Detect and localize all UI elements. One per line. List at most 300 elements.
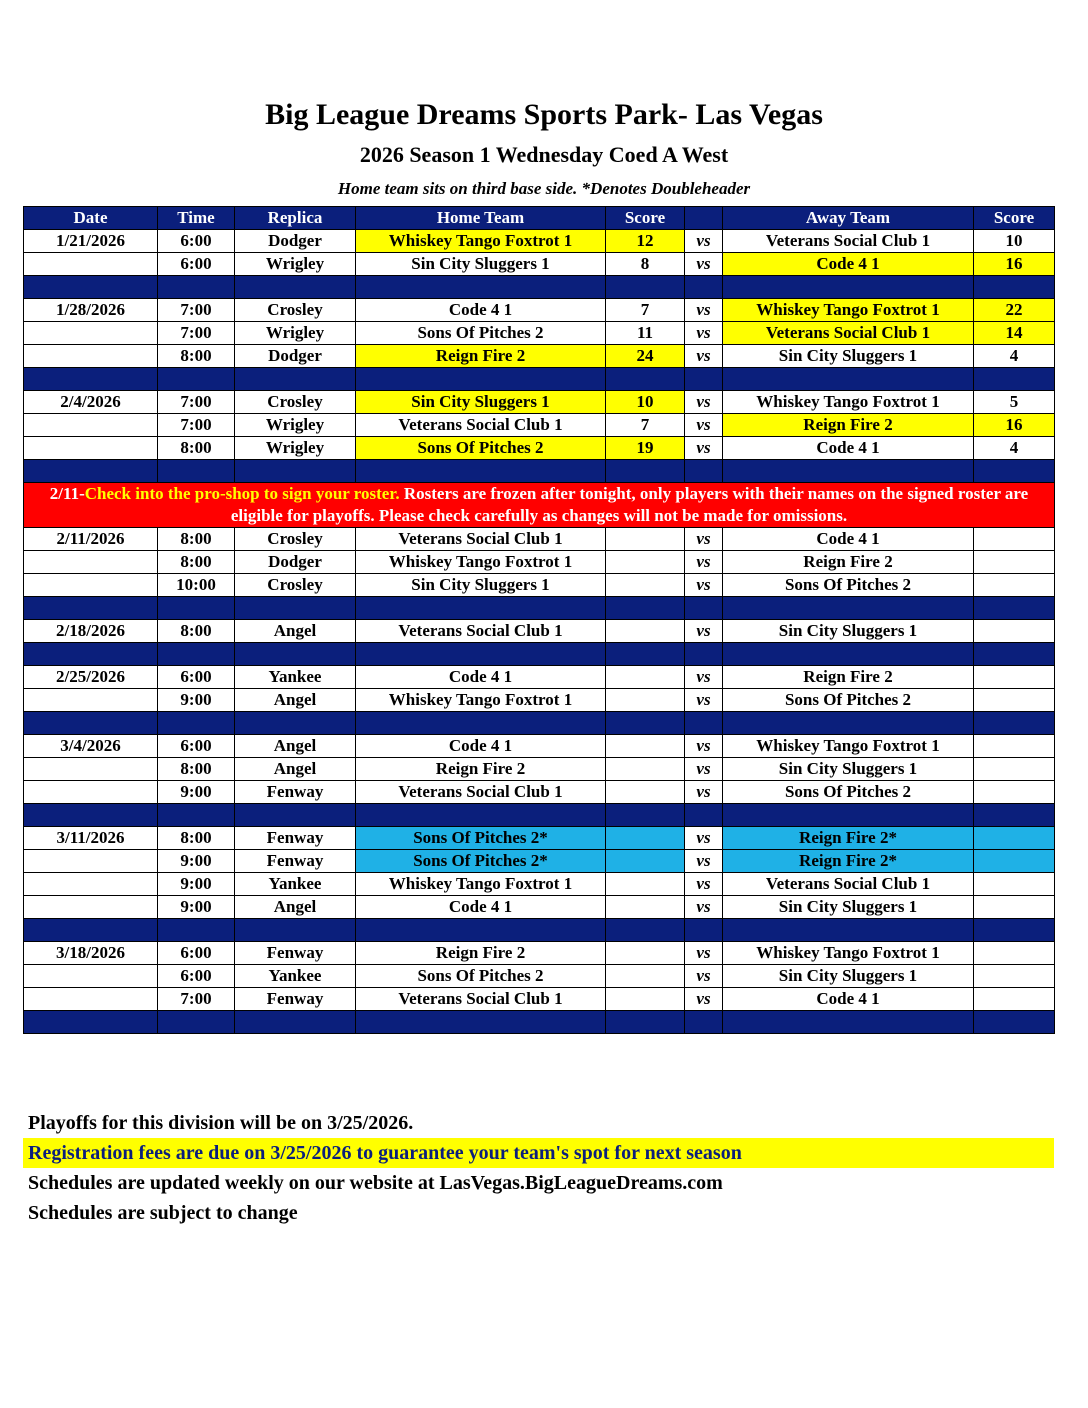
away-team: Whiskey Tango Foxtrot 1 <box>723 299 974 322</box>
schedule-table <box>23 206 1055 1034</box>
schedule-body <box>24 230 1055 1034</box>
vs-label: vs <box>685 850 723 873</box>
home-team: Code 4 1 <box>356 896 606 919</box>
vs-label: vs <box>685 391 723 414</box>
separator-cell <box>974 597 1055 620</box>
home-team: Whiskey Tango Foxtrot 1 <box>356 551 606 574</box>
separator-cell <box>685 712 723 735</box>
separator-cell <box>606 804 685 827</box>
game-row <box>24 253 1055 276</box>
away-score <box>974 850 1055 873</box>
away-team: Reign Fire 2* <box>723 850 974 873</box>
game-row <box>24 666 1055 689</box>
game-date: 1/21/2026 <box>24 230 158 253</box>
game-date <box>24 896 158 919</box>
home-team: Whiskey Tango Foxtrot 1 <box>356 689 606 712</box>
separator-cell <box>158 712 235 735</box>
game-row <box>24 942 1055 965</box>
separator-row <box>24 804 1055 827</box>
home-team: Reign Fire 2 <box>356 345 606 368</box>
game-date: 2/25/2026 <box>24 666 158 689</box>
game-date <box>24 965 158 988</box>
game-date <box>24 574 158 597</box>
separator-cell <box>723 712 974 735</box>
separator-cell <box>24 597 158 620</box>
separator-cell <box>158 276 235 299</box>
away-team: Veterans Social Club 1 <box>723 322 974 345</box>
separator-cell <box>723 368 974 391</box>
home-team: Sin City Sluggers 1 <box>356 391 606 414</box>
game-date: 3/18/2026 <box>24 942 158 965</box>
schedule-note: Home team sits on third base side. *Denotes Doubleheader <box>337 179 751 198</box>
game-time: 8:00 <box>158 551 235 574</box>
game-time: 7:00 <box>158 988 235 1011</box>
game-date <box>24 689 158 712</box>
separator-cell <box>606 276 685 299</box>
website-note: Schedules are updated weekly on our website at LasVegas.BigLeagueDreams.com <box>28 1172 723 1194</box>
vs-label: vs <box>685 942 723 965</box>
separator-cell <box>974 1011 1055 1034</box>
game-replica-field: Wrigley <box>235 253 356 276</box>
game-date: 2/4/2026 <box>24 391 158 414</box>
separator-cell <box>356 460 606 483</box>
away-team: Reign Fire 2 <box>723 551 974 574</box>
game-replica-field: Fenway <box>235 827 356 850</box>
separator-row <box>24 919 1055 942</box>
game-row <box>24 230 1055 253</box>
game-replica-field: Angel <box>235 689 356 712</box>
away-score <box>974 942 1055 965</box>
game-row <box>24 873 1055 896</box>
separator-cell <box>158 919 235 942</box>
separator-cell <box>235 643 356 666</box>
game-row <box>24 437 1055 460</box>
home-team: Sin City Sluggers 1 <box>356 574 606 597</box>
roster-notice-row <box>24 483 1055 528</box>
vs-label: vs <box>685 253 723 276</box>
separator-cell <box>235 460 356 483</box>
game-time: 9:00 <box>158 781 235 804</box>
home-score: 10 <box>606 391 685 414</box>
away-team: Sons Of Pitches 2 <box>723 574 974 597</box>
game-time: 6:00 <box>158 253 235 276</box>
separator-cell <box>974 919 1055 942</box>
game-replica-field: Angel <box>235 896 356 919</box>
away-score <box>974 689 1055 712</box>
separator-cell <box>24 1011 158 1034</box>
away-team: Veterans Social Club 1 <box>723 873 974 896</box>
away-team: Reign Fire 2 <box>723 414 974 437</box>
separator-cell <box>356 712 606 735</box>
game-date: 2/18/2026 <box>24 620 158 643</box>
vs-label: vs <box>685 230 723 253</box>
header-date: Date <box>24 207 158 230</box>
separator-cell <box>235 276 356 299</box>
game-replica-field: Dodger <box>235 345 356 368</box>
game-date <box>24 758 158 781</box>
vs-label: vs <box>685 322 723 345</box>
separator-cell <box>158 597 235 620</box>
game-time: 8:00 <box>158 620 235 643</box>
game-row <box>24 322 1055 345</box>
notice-date: 2/11- <box>49 484 85 503</box>
game-replica-field: Crosley <box>235 391 356 414</box>
game-row <box>24 414 1055 437</box>
home-team: Whiskey Tango Foxtrot 1 <box>356 873 606 896</box>
separator-cell <box>723 643 974 666</box>
away-score <box>974 574 1055 597</box>
separator-cell <box>606 597 685 620</box>
game-row <box>24 551 1055 574</box>
separator-cell <box>235 804 356 827</box>
separator-cell <box>158 368 235 391</box>
vs-label: vs <box>685 827 723 850</box>
game-row <box>24 781 1055 804</box>
vs-label: vs <box>685 437 723 460</box>
separator-cell <box>974 368 1055 391</box>
game-date <box>24 988 158 1011</box>
separator-cell <box>723 460 974 483</box>
game-time: 10:00 <box>158 574 235 597</box>
away-team: Sin City Sluggers 1 <box>723 965 974 988</box>
game-row <box>24 850 1055 873</box>
away-team: Sin City Sluggers 1 <box>723 345 974 368</box>
separator-cell <box>685 460 723 483</box>
separator-cell <box>974 460 1055 483</box>
game-date <box>24 873 158 896</box>
away-team: Code 4 1 <box>723 253 974 276</box>
game-time: 8:00 <box>158 827 235 850</box>
home-score <box>606 873 685 896</box>
home-team: Reign Fire 2 <box>356 758 606 781</box>
home-score <box>606 551 685 574</box>
separator-cell <box>685 276 723 299</box>
game-replica-field: Fenway <box>235 988 356 1011</box>
separator-cell <box>24 919 158 942</box>
home-team: Sons Of Pitches 2* <box>356 850 606 873</box>
away-score <box>974 896 1055 919</box>
home-score <box>606 666 685 689</box>
vs-label: vs <box>685 781 723 804</box>
vs-label: vs <box>685 965 723 988</box>
separator-cell <box>356 919 606 942</box>
separator-cell <box>24 804 158 827</box>
home-score: 8 <box>606 253 685 276</box>
home-score <box>606 689 685 712</box>
game-date <box>24 322 158 345</box>
game-replica-field: Crosley <box>235 574 356 597</box>
separator-row <box>24 460 1055 483</box>
away-score: 4 <box>974 437 1055 460</box>
home-team: Veterans Social Club 1 <box>356 528 606 551</box>
vs-label: vs <box>685 414 723 437</box>
separator-cell <box>974 804 1055 827</box>
separator-cell <box>158 460 235 483</box>
table-header-row <box>24 207 1055 230</box>
separator-cell <box>24 712 158 735</box>
home-score <box>606 781 685 804</box>
game-row <box>24 528 1055 551</box>
header-away-score: Score <box>974 207 1055 230</box>
home-team: Sons Of Pitches 2* <box>356 827 606 850</box>
home-score <box>606 850 685 873</box>
home-score <box>606 574 685 597</box>
vs-label: vs <box>685 873 723 896</box>
away-team: Sin City Sluggers 1 <box>723 620 974 643</box>
home-score <box>606 735 685 758</box>
header-away-team: Away Team <box>723 207 974 230</box>
game-time: 8:00 <box>158 437 235 460</box>
game-date <box>24 414 158 437</box>
game-replica-field: Dodger <box>235 551 356 574</box>
away-score <box>974 666 1055 689</box>
separator-cell <box>606 919 685 942</box>
separator-cell <box>606 643 685 666</box>
game-replica-field: Wrigley <box>235 414 356 437</box>
home-team: Sin City Sluggers 1 <box>356 253 606 276</box>
separator-cell <box>356 1011 606 1034</box>
home-team: Sons Of Pitches 2 <box>356 965 606 988</box>
vs-label: vs <box>685 528 723 551</box>
away-score: 10 <box>974 230 1055 253</box>
away-score <box>974 735 1055 758</box>
game-date <box>24 253 158 276</box>
change-note: Schedules are subject to change <box>28 1202 298 1224</box>
away-team: Code 4 1 <box>723 988 974 1011</box>
home-score <box>606 896 685 919</box>
home-score <box>606 942 685 965</box>
game-time: 6:00 <box>158 965 235 988</box>
vs-label: vs <box>685 666 723 689</box>
away-team: Sons Of Pitches 2 <box>723 689 974 712</box>
home-team: Veterans Social Club 1 <box>356 781 606 804</box>
game-time: 6:00 <box>158 666 235 689</box>
vs-label: vs <box>685 620 723 643</box>
away-team: Whiskey Tango Foxtrot 1 <box>723 735 974 758</box>
separator-row <box>24 1011 1055 1034</box>
game-replica-field: Wrigley <box>235 437 356 460</box>
notice-highlight: Check into the pro-shop to sign your roster. <box>84 484 400 503</box>
game-time: 7:00 <box>158 299 235 322</box>
away-score: 5 <box>974 391 1055 414</box>
away-team: Code 4 1 <box>723 437 974 460</box>
away-score <box>974 827 1055 850</box>
separator-cell <box>685 643 723 666</box>
game-row <box>24 620 1055 643</box>
home-team: Veterans Social Club 1 <box>356 620 606 643</box>
home-score: 19 <box>606 437 685 460</box>
away-team: Whiskey Tango Foxtrot 1 <box>723 391 974 414</box>
game-row <box>24 391 1055 414</box>
game-date <box>24 781 158 804</box>
page-subtitle: 2026 Season 1 Wednesday Coed A West <box>359 142 729 167</box>
away-score: 16 <box>974 253 1055 276</box>
separator-row <box>24 276 1055 299</box>
separator-cell <box>723 1011 974 1034</box>
separator-cell <box>974 643 1055 666</box>
game-row <box>24 758 1055 781</box>
vs-label: vs <box>685 758 723 781</box>
game-time: 8:00 <box>158 758 235 781</box>
vs-label: vs <box>685 896 723 919</box>
home-team: Veterans Social Club 1 <box>356 988 606 1011</box>
away-score <box>974 965 1055 988</box>
separator-cell <box>685 804 723 827</box>
game-replica-field: Crosley <box>235 299 356 322</box>
home-score: 24 <box>606 345 685 368</box>
away-team: Code 4 1 <box>723 528 974 551</box>
away-team: Sons Of Pitches 2 <box>723 781 974 804</box>
home-score <box>606 620 685 643</box>
game-time: 8:00 <box>158 528 235 551</box>
vs-label: vs <box>685 735 723 758</box>
game-row <box>24 735 1055 758</box>
home-score: 12 <box>606 230 685 253</box>
vs-label: vs <box>685 345 723 368</box>
separator-cell <box>685 368 723 391</box>
separator-cell <box>606 368 685 391</box>
separator-cell <box>24 643 158 666</box>
separator-cell <box>356 804 606 827</box>
game-row <box>24 689 1055 712</box>
game-date: 2/11/2026 <box>24 528 158 551</box>
vs-label: vs <box>685 988 723 1011</box>
away-team: Veterans Social Club 1 <box>723 230 974 253</box>
separator-row <box>24 643 1055 666</box>
home-team: Whiskey Tango Foxtrot 1 <box>356 230 606 253</box>
header-home-team: Home Team <box>356 207 606 230</box>
separator-cell <box>723 919 974 942</box>
away-score <box>974 620 1055 643</box>
playoffs-note: Playoffs for this division will be on 3/25/2026. <box>28 1112 414 1134</box>
separator-cell <box>356 368 606 391</box>
game-time: 9:00 <box>158 850 235 873</box>
home-score: 11 <box>606 322 685 345</box>
game-date <box>24 345 158 368</box>
game-replica-field: Fenway <box>235 781 356 804</box>
game-date <box>24 850 158 873</box>
registration-note: Registration fees are due on 3/25/2026 to guarantee your team's spot for next season <box>23 1138 1054 1168</box>
game-replica-field: Crosley <box>235 528 356 551</box>
separator-cell <box>974 712 1055 735</box>
game-time: 9:00 <box>158 896 235 919</box>
separator-cell <box>723 804 974 827</box>
away-team: Sin City Sluggers 1 <box>723 896 974 919</box>
away-score <box>974 551 1055 574</box>
home-score <box>606 758 685 781</box>
away-score: 4 <box>974 345 1055 368</box>
game-time: 7:00 <box>158 322 235 345</box>
separator-cell <box>158 1011 235 1034</box>
separator-cell <box>235 919 356 942</box>
game-date <box>24 551 158 574</box>
home-team: Sons Of Pitches 2 <box>356 437 606 460</box>
home-team: Code 4 1 <box>356 666 606 689</box>
game-replica-field: Fenway <box>235 942 356 965</box>
notice-text: Rosters are frozen after tonight, only players with their names on the signed roster are eligible for playoffs. Please check carefully as changes will not be made for omissions. <box>230 484 1029 525</box>
away-team: Reign Fire 2* <box>723 827 974 850</box>
vs-label: vs <box>685 574 723 597</box>
game-row <box>24 896 1055 919</box>
game-replica-field: Angel <box>235 735 356 758</box>
separator-cell <box>356 597 606 620</box>
home-team: Reign Fire 2 <box>356 942 606 965</box>
separator-cell <box>685 1011 723 1034</box>
game-row <box>24 965 1055 988</box>
home-team: Sons Of Pitches 2 <box>356 322 606 345</box>
game-row <box>24 299 1055 322</box>
game-replica-field: Fenway <box>235 850 356 873</box>
game-replica-field: Yankee <box>235 666 356 689</box>
home-score <box>606 528 685 551</box>
away-score <box>974 758 1055 781</box>
separator-cell <box>723 597 974 620</box>
separator-cell <box>974 276 1055 299</box>
away-team: Reign Fire 2 <box>723 666 974 689</box>
home-score: 7 <box>606 414 685 437</box>
game-time: 7:00 <box>158 414 235 437</box>
away-score <box>974 781 1055 804</box>
game-row <box>24 827 1055 850</box>
away-team: Whiskey Tango Foxtrot 1 <box>723 942 974 965</box>
game-time: 9:00 <box>158 873 235 896</box>
separator-cell <box>685 597 723 620</box>
game-time: 8:00 <box>158 345 235 368</box>
game-time: 7:00 <box>158 391 235 414</box>
home-team: Code 4 1 <box>356 299 606 322</box>
home-score <box>606 827 685 850</box>
game-row <box>24 574 1055 597</box>
separator-cell <box>235 1011 356 1034</box>
away-score <box>974 528 1055 551</box>
game-time: 9:00 <box>158 689 235 712</box>
separator-cell <box>606 712 685 735</box>
game-replica-field: Dodger <box>235 230 356 253</box>
vs-label: vs <box>685 689 723 712</box>
header-vs <box>685 207 723 230</box>
game-row <box>24 988 1055 1011</box>
away-score <box>974 873 1055 896</box>
vs-label: vs <box>685 551 723 574</box>
home-score <box>606 988 685 1011</box>
separator-cell <box>235 712 356 735</box>
roster-notice <box>24 483 1055 528</box>
vs-label: vs <box>685 299 723 322</box>
game-replica-field: Angel <box>235 758 356 781</box>
separator-cell <box>356 276 606 299</box>
separator-cell <box>158 804 235 827</box>
separator-cell <box>723 276 974 299</box>
separator-cell <box>356 643 606 666</box>
game-replica-field: Yankee <box>235 965 356 988</box>
game-time: 6:00 <box>158 942 235 965</box>
separator-row <box>24 597 1055 620</box>
separator-cell <box>235 368 356 391</box>
separator-cell <box>158 643 235 666</box>
separator-cell <box>606 1011 685 1034</box>
game-date: 3/11/2026 <box>24 827 158 850</box>
home-score: 7 <box>606 299 685 322</box>
separator-cell <box>24 276 158 299</box>
away-score: 22 <box>974 299 1055 322</box>
separator-cell <box>24 368 158 391</box>
separator-cell <box>685 919 723 942</box>
footer <box>23 1108 1054 1228</box>
separator-cell <box>606 460 685 483</box>
game-date: 1/28/2026 <box>24 299 158 322</box>
separator-cell <box>24 460 158 483</box>
separator-cell <box>235 597 356 620</box>
